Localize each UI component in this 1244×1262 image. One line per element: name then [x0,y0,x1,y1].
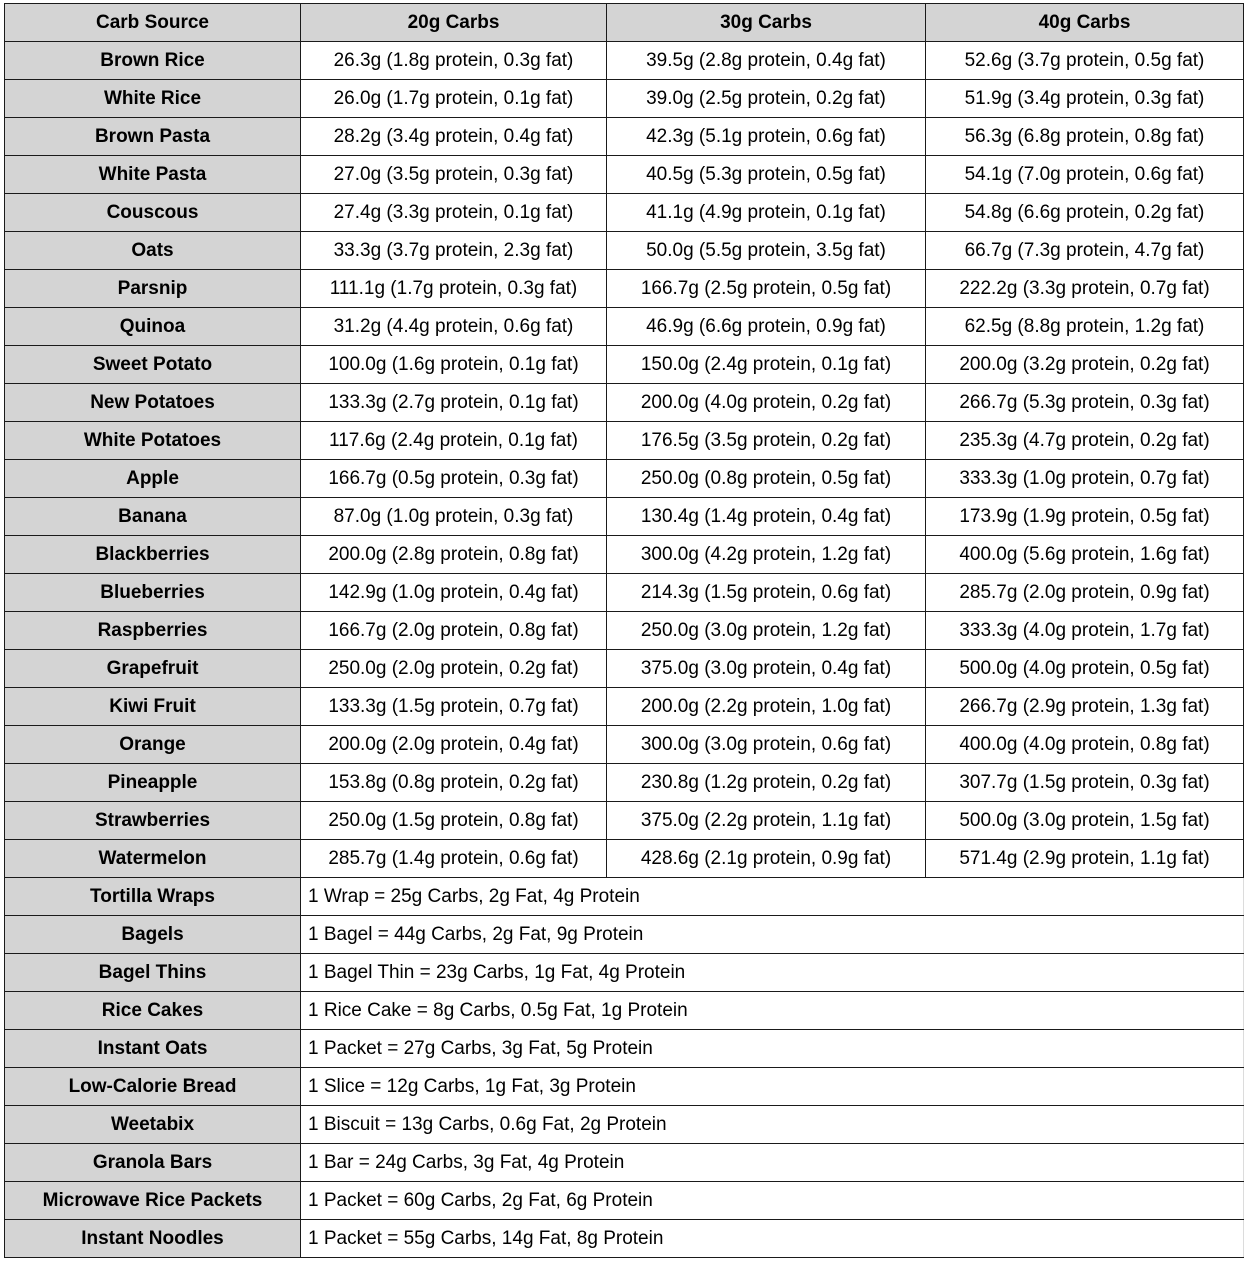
carb-source-cell: Blackberries [5,536,301,574]
carb-source-cell: Raspberries [5,612,301,650]
unit-serving-note-cell: 1 Rice Cake = 8g Carbs, 0.5g Fat, 1g Protein [301,992,1244,1030]
value-30g-cell: 39.0g (2.5g protein, 0.2g fat) [607,80,926,118]
value-20g-cell: 133.3g (2.7g protein, 0.1g fat) [301,384,607,422]
value-20g-cell: 166.7g (0.5g protein, 0.3g fat) [301,460,607,498]
value-20g-cell: 100.0g (1.6g protein, 0.1g fat) [301,346,607,384]
unit-table-row [5,1144,1244,1182]
carb-source-cell: Kiwi Fruit [5,688,301,726]
carb-source-cell: Weetabix [5,1106,301,1144]
unit-table-row [5,992,1244,1030]
value-30g-cell: 200.0g (4.0g protein, 0.2g fat) [607,384,926,422]
value-20g-cell: 142.9g (1.0g protein, 0.4g fat) [301,574,607,612]
unit-serving-note-cell: 1 Packet = 27g Carbs, 3g Fat, 5g Protein [301,1030,1244,1068]
value-20g-cell: 111.1g (1.7g protein, 0.3g fat) [301,270,607,308]
unit-serving-note-cell: 1 Bagel Thin = 23g Carbs, 1g Fat, 4g Protein [301,954,1244,992]
value-20g-cell: 285.7g (1.4g protein, 0.6g fat) [301,840,607,878]
carb-source-cell: Blueberries [5,574,301,612]
carb-source-cell: White Potatoes [5,422,301,460]
carb-source-cell: Strawberries [5,802,301,840]
value-20g-cell: 27.4g (3.3g protein, 0.1g fat) [301,194,607,232]
value-40g-cell: 307.7g (1.5g protein, 0.3g fat) [926,764,1244,802]
value-20g-cell: 117.6g (2.4g protein, 0.1g fat) [301,422,607,460]
carb-portion-table [4,3,1244,1258]
value-40g-cell: 266.7g (5.3g protein, 0.3g fat) [926,384,1244,422]
table-row [5,422,1244,460]
carb-source-cell: Instant Oats [5,1030,301,1068]
carb-source-cell: White Pasta [5,156,301,194]
value-20g-cell: 87.0g (1.0g protein, 0.3g fat) [301,498,607,536]
carb-source-cell: Bagel Thins [5,954,301,992]
unit-table-row [5,954,1244,992]
table-row [5,156,1244,194]
value-30g-cell: 50.0g (5.5g protein, 3.5g fat) [607,232,926,270]
unit-table-row [5,878,1244,916]
value-20g-cell: 250.0g (2.0g protein, 0.2g fat) [301,650,607,688]
value-30g-cell: 230.8g (1.2g protein, 0.2g fat) [607,764,926,802]
value-30g-cell: 40.5g (5.3g protein, 0.5g fat) [607,156,926,194]
table-row [5,118,1244,156]
value-30g-cell: 176.5g (3.5g protein, 0.2g fat) [607,422,926,460]
table-row [5,308,1244,346]
value-40g-cell: 400.0g (5.6g protein, 1.6g fat) [926,536,1244,574]
header-20g-carbs: 20g Carbs [301,4,607,42]
table-row [5,194,1244,232]
unit-table-row [5,916,1244,954]
value-30g-cell: 250.0g (3.0g protein, 1.2g fat) [607,612,926,650]
value-20g-cell: 27.0g (3.5g protein, 0.3g fat) [301,156,607,194]
value-40g-cell: 235.3g (4.7g protein, 0.2g fat) [926,422,1244,460]
unit-serving-note-cell: 1 Packet = 55g Carbs, 14g Fat, 8g Protein [301,1220,1244,1258]
table-row [5,384,1244,422]
carb-source-cell: Low-Calorie Bread [5,1068,301,1106]
value-20g-cell: 26.3g (1.8g protein, 0.3g fat) [301,42,607,80]
table-row [5,346,1244,384]
carb-source-cell: Pineapple [5,764,301,802]
unit-table-row [5,1030,1244,1068]
value-20g-cell: 31.2g (4.4g protein, 0.6g fat) [301,308,607,346]
value-30g-cell: 375.0g (3.0g protein, 0.4g fat) [607,650,926,688]
value-20g-cell: 153.8g (0.8g protein, 0.2g fat) [301,764,607,802]
carb-source-cell: Oats [5,232,301,270]
unit-serving-note-cell: 1 Wrap = 25g Carbs, 2g Fat, 4g Protein [301,878,1244,916]
value-40g-cell: 333.3g (1.0g protein, 0.7g fat) [926,460,1244,498]
table-row [5,650,1244,688]
carb-source-cell: Bagels [5,916,301,954]
value-40g-cell: 222.2g (3.3g protein, 0.7g fat) [926,270,1244,308]
carb-source-cell: Brown Pasta [5,118,301,156]
value-20g-cell: 200.0g (2.8g protein, 0.8g fat) [301,536,607,574]
table-row [5,536,1244,574]
header-carb-source: Carb Source [5,4,301,42]
table-row [5,612,1244,650]
value-40g-cell: 66.7g (7.3g protein, 4.7g fat) [926,232,1244,270]
value-40g-cell: 500.0g (3.0g protein, 1.5g fat) [926,802,1244,840]
carb-source-cell: Couscous [5,194,301,232]
value-30g-cell: 428.6g (2.1g protein, 0.9g fat) [607,840,926,878]
table-row [5,80,1244,118]
value-30g-cell: 300.0g (4.2g protein, 1.2g fat) [607,536,926,574]
carb-source-cell: Apple [5,460,301,498]
carb-source-cell: Quinoa [5,308,301,346]
value-30g-cell: 150.0g (2.4g protein, 0.1g fat) [607,346,926,384]
carb-source-cell: Granola Bars [5,1144,301,1182]
table-row [5,764,1244,802]
carb-source-cell: White Rice [5,80,301,118]
carb-source-cell: Brown Rice [5,42,301,80]
table-row [5,460,1244,498]
value-40g-cell: 400.0g (4.0g protein, 0.8g fat) [926,726,1244,764]
unit-serving-note-cell: 1 Bagel = 44g Carbs, 2g Fat, 9g Protein [301,916,1244,954]
table-row [5,802,1244,840]
unit-serving-note-cell: 1 Bar = 24g Carbs, 3g Fat, 4g Protein [301,1144,1244,1182]
value-40g-cell: 54.1g (7.0g protein, 0.6g fat) [926,156,1244,194]
table-row [5,232,1244,270]
value-20g-cell: 250.0g (1.5g protein, 0.8g fat) [301,802,607,840]
value-30g-cell: 300.0g (3.0g protein, 0.6g fat) [607,726,926,764]
carb-source-cell: Tortilla Wraps [5,878,301,916]
value-20g-cell: 166.7g (2.0g protein, 0.8g fat) [301,612,607,650]
value-40g-cell: 285.7g (2.0g protein, 0.9g fat) [926,574,1244,612]
value-40g-cell: 266.7g (2.9g protein, 1.3g fat) [926,688,1244,726]
value-20g-cell: 133.3g (1.5g protein, 0.7g fat) [301,688,607,726]
value-40g-cell: 571.4g (2.9g protein, 1.1g fat) [926,840,1244,878]
value-30g-cell: 41.1g (4.9g protein, 0.1g fat) [607,194,926,232]
value-40g-cell: 173.9g (1.9g protein, 0.5g fat) [926,498,1244,536]
unit-serving-note-cell: 1 Packet = 60g Carbs, 2g Fat, 6g Protein [301,1182,1244,1220]
value-30g-cell: 166.7g (2.5g protein, 0.5g fat) [607,270,926,308]
carb-source-cell: Grapefruit [5,650,301,688]
table-row [5,42,1244,80]
value-40g-cell: 54.8g (6.6g protein, 0.2g fat) [926,194,1244,232]
table-row [5,270,1244,308]
table-row [5,726,1244,764]
value-40g-cell: 500.0g (4.0g protein, 0.5g fat) [926,650,1244,688]
unit-table-row [5,1182,1244,1220]
table-row [5,688,1244,726]
unit-serving-note-cell: 1 Biscuit = 13g Carbs, 0.6g Fat, 2g Protein [301,1106,1244,1144]
header-30g-carbs: 30g Carbs [607,4,926,42]
value-30g-cell: 375.0g (2.2g protein, 1.1g fat) [607,802,926,840]
value-40g-cell: 333.3g (4.0g protein, 1.7g fat) [926,612,1244,650]
unit-table-row [5,1068,1244,1106]
value-40g-cell: 52.6g (3.7g protein, 0.5g fat) [926,42,1244,80]
carb-source-cell: New Potatoes [5,384,301,422]
table-row [5,574,1244,612]
value-30g-cell: 46.9g (6.6g protein, 0.9g fat) [607,308,926,346]
unit-table-row [5,1106,1244,1144]
value-20g-cell: 26.0g (1.7g protein, 0.1g fat) [301,80,607,118]
value-30g-cell: 42.3g (5.1g protein, 0.6g fat) [607,118,926,156]
carb-source-cell: Sweet Potato [5,346,301,384]
value-30g-cell: 130.4g (1.4g protein, 0.4g fat) [607,498,926,536]
value-40g-cell: 62.5g (8.8g protein, 1.2g fat) [926,308,1244,346]
value-40g-cell: 56.3g (6.8g protein, 0.8g fat) [926,118,1244,156]
unit-serving-note-cell: 1 Slice = 12g Carbs, 1g Fat, 3g Protein [301,1068,1244,1106]
carb-source-cell: Orange [5,726,301,764]
unit-table-row [5,1220,1244,1258]
value-40g-cell: 51.9g (3.4g protein, 0.3g fat) [926,80,1244,118]
carb-source-cell: Watermelon [5,840,301,878]
value-30g-cell: 200.0g (2.2g protein, 1.0g fat) [607,688,926,726]
carb-source-cell: Microwave Rice Packets [5,1182,301,1220]
table-body [5,42,1244,1258]
value-40g-cell: 200.0g (3.2g protein, 0.2g fat) [926,346,1244,384]
header-40g-carbs: 40g Carbs [926,4,1244,42]
table-row [5,840,1244,878]
carb-source-cell: Rice Cakes [5,992,301,1030]
value-30g-cell: 214.3g (1.5g protein, 0.6g fat) [607,574,926,612]
carb-source-cell: Banana [5,498,301,536]
carb-source-cell: Parsnip [5,270,301,308]
value-30g-cell: 39.5g (2.8g protein, 0.4g fat) [607,42,926,80]
header-row [5,4,1244,42]
value-20g-cell: 33.3g (3.7g protein, 2.3g fat) [301,232,607,270]
carb-source-cell: Instant Noodles [5,1220,301,1258]
value-20g-cell: 200.0g (2.0g protein, 0.4g fat) [301,726,607,764]
value-30g-cell: 250.0g (0.8g protein, 0.5g fat) [607,460,926,498]
value-20g-cell: 28.2g (3.4g protein, 0.4g fat) [301,118,607,156]
table-row [5,498,1244,536]
